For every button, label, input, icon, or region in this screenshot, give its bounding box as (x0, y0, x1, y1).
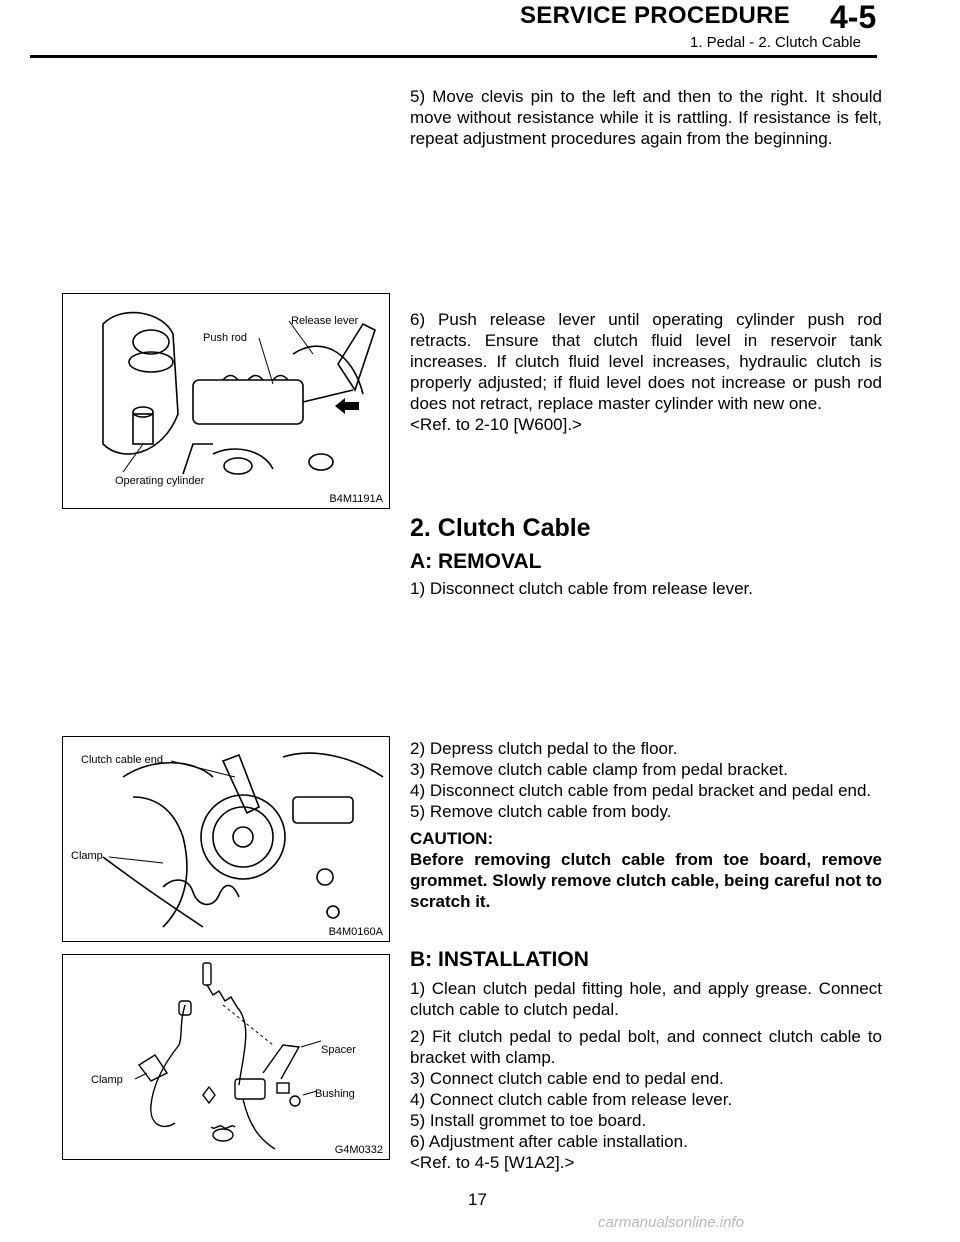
step-6-text (410, 309, 882, 435)
header-rule (30, 55, 877, 58)
removal-step-1 (410, 578, 882, 599)
installation-step-4: 4) Connect clutch cable from release lever. (410, 1090, 733, 1109)
removal-step-4: 4) Disconnect clutch cable from pedal bracket and pedal end. (410, 781, 872, 800)
removal-step-3: 3) Remove clutch cable clamp from pedal bracket. (410, 760, 788, 779)
operating-cylinder-label: Operating cylinder (115, 475, 205, 487)
installation-step-2: 2) Fit clutch pedal to pedal bolt, and connect clutch cable to bracket with clamp. (410, 1027, 882, 1067)
clamp-label-fig2: Clamp (71, 850, 103, 862)
figure-release-lever (62, 293, 390, 509)
bushing-label: Bushing (315, 1088, 355, 1100)
installation-reference: <Ref. to 4-5 [W1A2].> (410, 1153, 575, 1172)
figure-code: B4M0160A (328, 926, 383, 938)
page-number: 17 (468, 1190, 487, 1209)
clutch-cable-end-label: Clutch cable end (81, 754, 163, 766)
footer-watermark: carmanualsonline.info (598, 1214, 744, 1231)
section-title: SERVICE PROCEDURE (520, 2, 791, 29)
step-5-paragraph: 5) Move clevis pin to the left and then to the right. It should move without resistance while it is rattling. If resistance is felt, repeat adjustment procedures again from the beginning. (410, 87, 882, 148)
removal-heading: A: REMOVAL (410, 550, 542, 573)
step-5-text (410, 86, 882, 149)
installation-steps (410, 978, 882, 1173)
caution-label: CAUTION: (410, 829, 494, 848)
clutch-cable-end-illustration (63, 737, 389, 941)
step-6-paragraph: 6) Push release lever until operating cylinder push rod retracts. Ensure that clutch fluid level in reservoir tank increases. If clutch fluid level increases, hydraulic clutch is properly adjusted; if fluid level does not increase or push rod does not retract, replace master cylinder with new one. (410, 310, 882, 413)
section-subtitle: 1. Pedal - 2. Clutch Cable (690, 34, 861, 51)
removal-step-5: 5) Remove clutch cable from body. (410, 802, 672, 821)
installation-step-1: 1) Clean clutch pedal fitting hole, and apply grease. Connect clutch cable to clutch pedal. (410, 979, 882, 1019)
installation-step-3: 3) Connect clutch cable end to pedal end. (410, 1069, 724, 1088)
figure-clutch-cable-end (62, 736, 390, 942)
push-rod-label: Push rod (203, 332, 248, 344)
figure-code: B4M1191A (329, 493, 383, 505)
spacer-label: Spacer (321, 1044, 356, 1056)
clamp-label-fig3: Clamp (91, 1074, 123, 1086)
installation-step-5: 5) Install grommet to toe board. (410, 1111, 647, 1130)
figure-cable-installation (62, 954, 390, 1160)
cable-installation-illustration (63, 955, 389, 1159)
section-2-heading: 2. Clutch Cable (410, 514, 591, 542)
figure-code: G4M0332 (334, 1144, 383, 1156)
removal-step-2: 2) Depress clutch pedal to the floor. (410, 739, 678, 758)
installation-heading: B: INSTALLATION (410, 948, 589, 971)
removal-steps (410, 738, 882, 912)
caution-text: Before removing clutch cable from toe board, remove grommet. Slowly remove clutch cable, being careful not to scratch it. (410, 850, 882, 911)
installation-step-6: 6) Adjustment after cable installation. (410, 1132, 688, 1151)
release-lever-illustration (63, 294, 389, 508)
step-6-reference: <Ref. to 2-10 [W600].> (410, 415, 582, 434)
section-number: 4-5 (830, 0, 877, 35)
release-lever-label: Release lever (291, 315, 359, 327)
removal-step-1-text: 1) Disconnect clutch cable from release lever. (410, 579, 753, 598)
